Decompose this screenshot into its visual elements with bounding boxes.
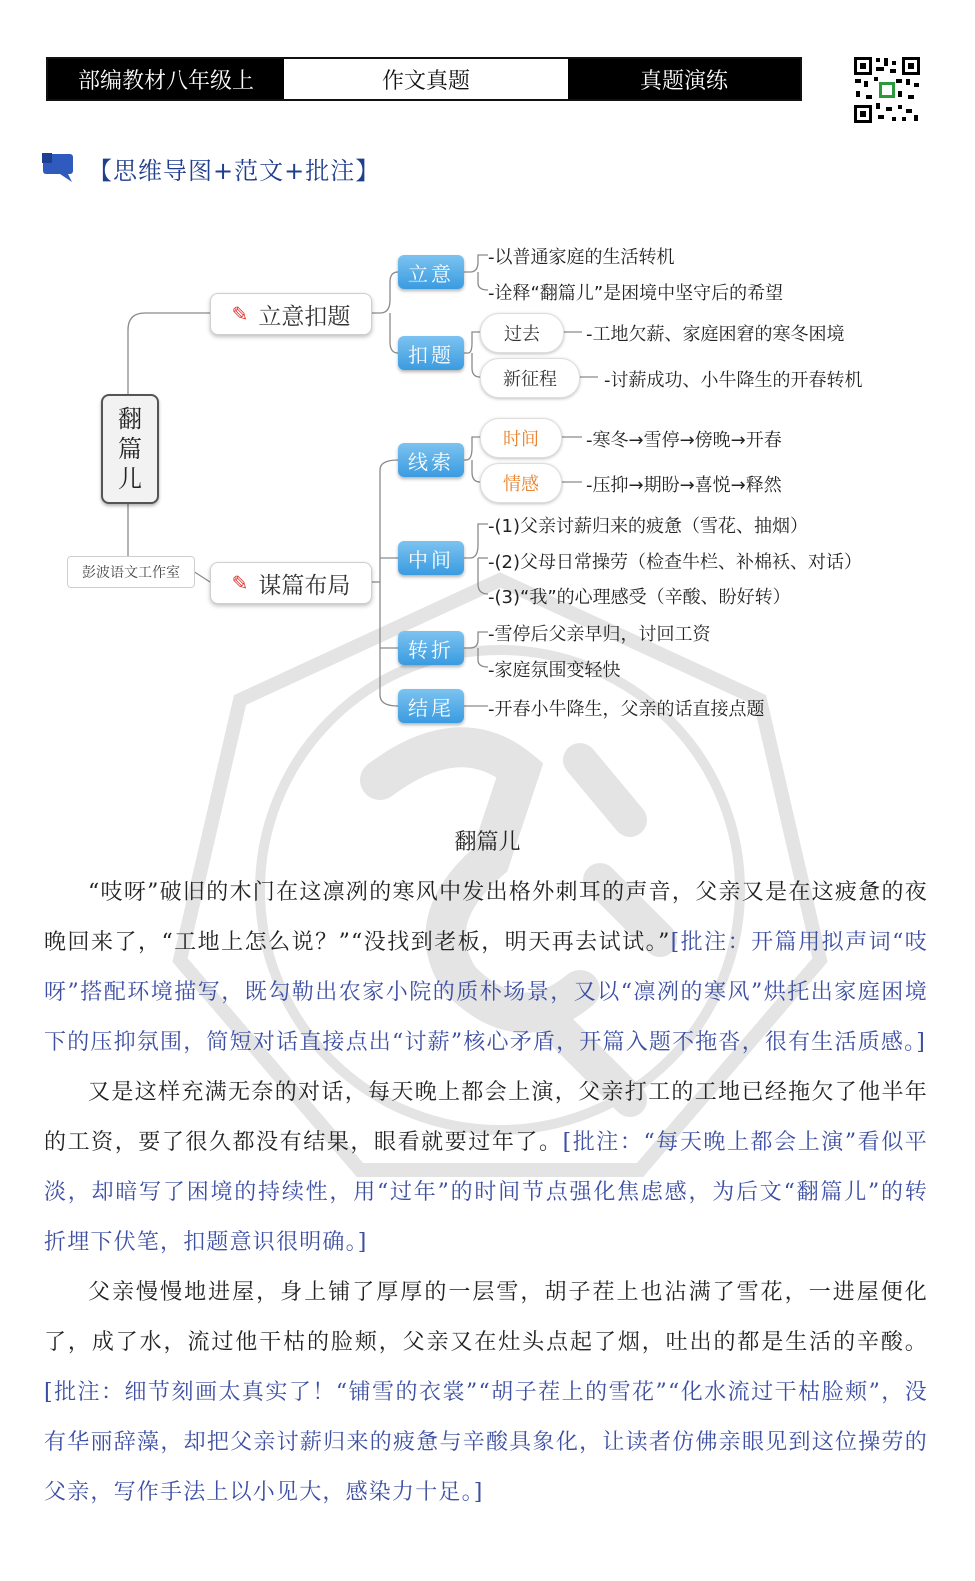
essay-paragraph [44, 1268, 928, 1518]
root-char-3: 儿 [118, 465, 142, 493]
studio-label: 彭波语文工作室 [67, 556, 195, 588]
node-kouti: 扣题 [398, 336, 464, 370]
node-xinzhengcheng: 新征程 [480, 358, 580, 398]
node-jiewei: 结尾 [398, 689, 464, 723]
annotation-note: [批注：开篇用拟声词“吱呀”搭配环境描写，既勾勒出农家小院的质朴场景，又以“凛冽的寒风”烘托出家庭困境下的压抑氛围，简短对话直接点出“讨薪”核心矛盾，开篇入题不拖沓，很有生活质感。] [44, 930, 928, 1055]
essay-paragraph [44, 868, 928, 1068]
branch-liyi-kouti [210, 293, 372, 335]
guoqu-text: -工地欠薪、家庭困窘的寒冬困境 [586, 324, 845, 345]
paragraph-text: 又是这样充满无奈的对话，每天晚上都会上演，父亲打工的工地已经拖欠了他半年的工资，要了很久都没有结果，眼看就要过年了。 [44, 1080, 928, 1155]
header-topic: 作文真题 [284, 59, 568, 99]
root-char-2: 篇 [118, 435, 142, 463]
liyi-item-2: -诠释“翻篇儿”是困境中坚守后的希望 [488, 283, 784, 304]
header-practice: 真题演练 [568, 59, 800, 99]
annotation-note: [批注：“每天晚上都会上演”看似平淡，却暗写了困境的持续性，用“过年”的时间节点强化焦虑感，为后文“翻篇儿”的转折埋下伏笔，扣题意识很明确。] [44, 1130, 928, 1255]
node-qinggan: 情感 [480, 463, 562, 503]
pencil-icon: ✎ [231, 302, 249, 326]
header-grade: 部编教材八年级上 [48, 59, 284, 99]
node-liyi: 立意 [398, 255, 464, 289]
node-guoqu: 过去 [480, 313, 564, 353]
xinzhengcheng-text: -讨薪成功、小牛降生的开春转机 [604, 370, 863, 391]
mindmap-root [101, 394, 159, 504]
essay-body [44, 868, 928, 1518]
zhongjian-item-2: -(2)父母日常操劳（检查牛栏、补棉袄、对话） [488, 552, 862, 573]
essay-paragraph [44, 1068, 928, 1268]
jiewei-item-1: -开春小牛降生，父亲的话直接点题 [488, 699, 765, 720]
paragraph-text: 父亲慢慢地进屋，身上铺了厚厚的一层雪，胡子茬上也沾满了雪花，一进屋便化了，成了水，流过他干枯的脸颊，父亲又在灶头点起了烟，吐出的都是生活的辛酸。 [44, 1280, 928, 1355]
section-title: 【思维导图+范文+批注】 [88, 156, 381, 185]
zhongjian-item-3: -(3)“我”的心理感受（辛酸、盼好转） [488, 587, 791, 608]
pencil-icon: ✎ [231, 571, 249, 595]
branch-liyi-kouti-label: 立意扣题 [258, 303, 351, 330]
node-zhongjian: 中间 [398, 541, 464, 575]
zhuanzhe-item-1: -雪停后父亲早归，讨回工资 [488, 624, 711, 645]
essay-title: 翻篇儿 [454, 830, 521, 855]
zhuanzhe-item-2: -家庭氛围变轻快 [488, 660, 621, 681]
node-xiansuo: 线索 [398, 443, 464, 477]
node-zhuanzhe: 转折 [398, 631, 464, 665]
shijian-text: -寒冬→雪停→傍晚→开春 [586, 430, 782, 451]
qinggan-text: -压抑→期盼→喜悦→释然 [586, 475, 782, 496]
zhongjian-item-1: -(1)父亲讨薪归来的疲惫（雪花、抽烟） [488, 516, 808, 537]
branch-moupian-buju [210, 562, 372, 604]
branch-moupian-buju-label: 谋篇布局 [258, 572, 351, 599]
node-shijian: 时间 [480, 418, 562, 458]
root-char-1: 翻 [118, 405, 142, 433]
liyi-item-1: -以普通家庭的生活转机 [488, 247, 675, 268]
annotation-note: [批注：细节刻画太真实了！“铺雪的衣裳”“胡子茬上的雪花”“化水流过干枯脸颊”，没有华丽辞藻，却把父亲讨薪归来的疲惫与辛酸具象化，让读者仿佛亲眼见到这位操劳的父亲，写作手法上以小见大，感染力十足。] [44, 1380, 928, 1505]
paragraph-text: “吱呀”破旧的木门在这凛冽的寒风中发出格外刺耳的声音，父亲又是在这疲惫的夜晚回来了，“工地上怎么说？”“没找到老板，明天再去试试。” [44, 880, 928, 955]
